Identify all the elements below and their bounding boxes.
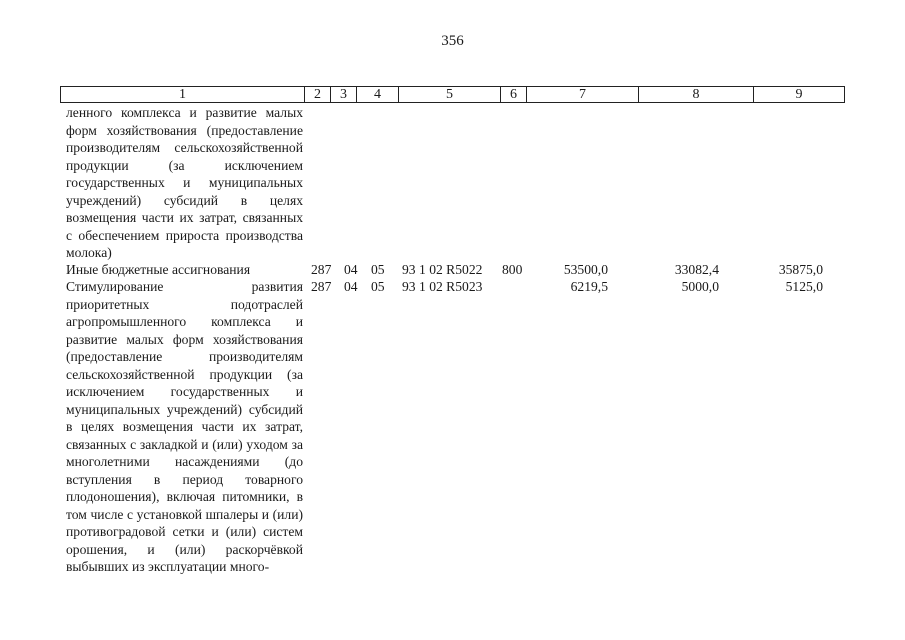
row-1-col-7: 53500,0 [563,262,608,277]
header-col-3: 3 [331,87,357,102]
page-number: 356 [441,33,464,49]
header-col-9: 9 [795,87,803,102]
row-1-col-5: 93 1 02 R5022 [402,262,483,277]
row-2-col-7: 6219,5 [570,279,608,294]
row-2-col-2: 287 [311,279,332,294]
row-1-col-8: 33082,4 [674,262,719,277]
row-2-col-9: 5125,0 [785,279,823,294]
header-col-5: 5 [399,87,501,102]
row-1-label: Иные бюджетные ассигнования [66,262,251,277]
table-header [60,86,845,103]
header-col-2: 2 [305,87,331,102]
row-2-col-3: 04 [344,279,358,294]
row-2-label: Стимулирование развития приоритетных подотраслей агропромышленного комплекса и развитие малых форм хозяйствования (предоставление производителям сельскохозяйственной продукции (за исключением государственных и муниципальных учреждений) субсидий в целях возмещения части их затрат, связанных с закладкой и (или) уходом за многолетними насаждениями (до вступления в период товарного плодоношения), включая питомники, в том числе с установкой шпалеры и (или) противоградовой сетки и (или) систем орошения, и (или) раскорчёвкой выбывших из эксплуатации много- [66,279,303,574]
row-2-col-4: 05 [371,279,385,294]
row-1-col-3: 04 [344,262,358,277]
header-col-8: 8 [639,87,754,102]
header-col-1: 1 [61,87,305,102]
header-col-4: 4 [357,87,399,102]
row-1-col-2: 287 [311,262,332,277]
row-2-col-8: 5000,0 [681,279,719,294]
row-2-col-5: 93 1 02 R5023 [402,279,483,294]
row-1-col-9: 35875,0 [778,262,823,277]
row-1-col-6: 800 [502,262,523,277]
continuation-text: ленного комплекса и развитие малых форм хозяйствования (предоставление производителям сельскохозяйственной продукции (за исключением государственных и муниципальных учреждений) субсидий в целях возмещения части их затрат, связанных с обеспечением прироста производства молока) [66,105,303,260]
header-col-7: 7 [527,87,639,102]
row-1-col-4: 05 [371,262,385,277]
header-col-6: 6 [501,87,527,102]
